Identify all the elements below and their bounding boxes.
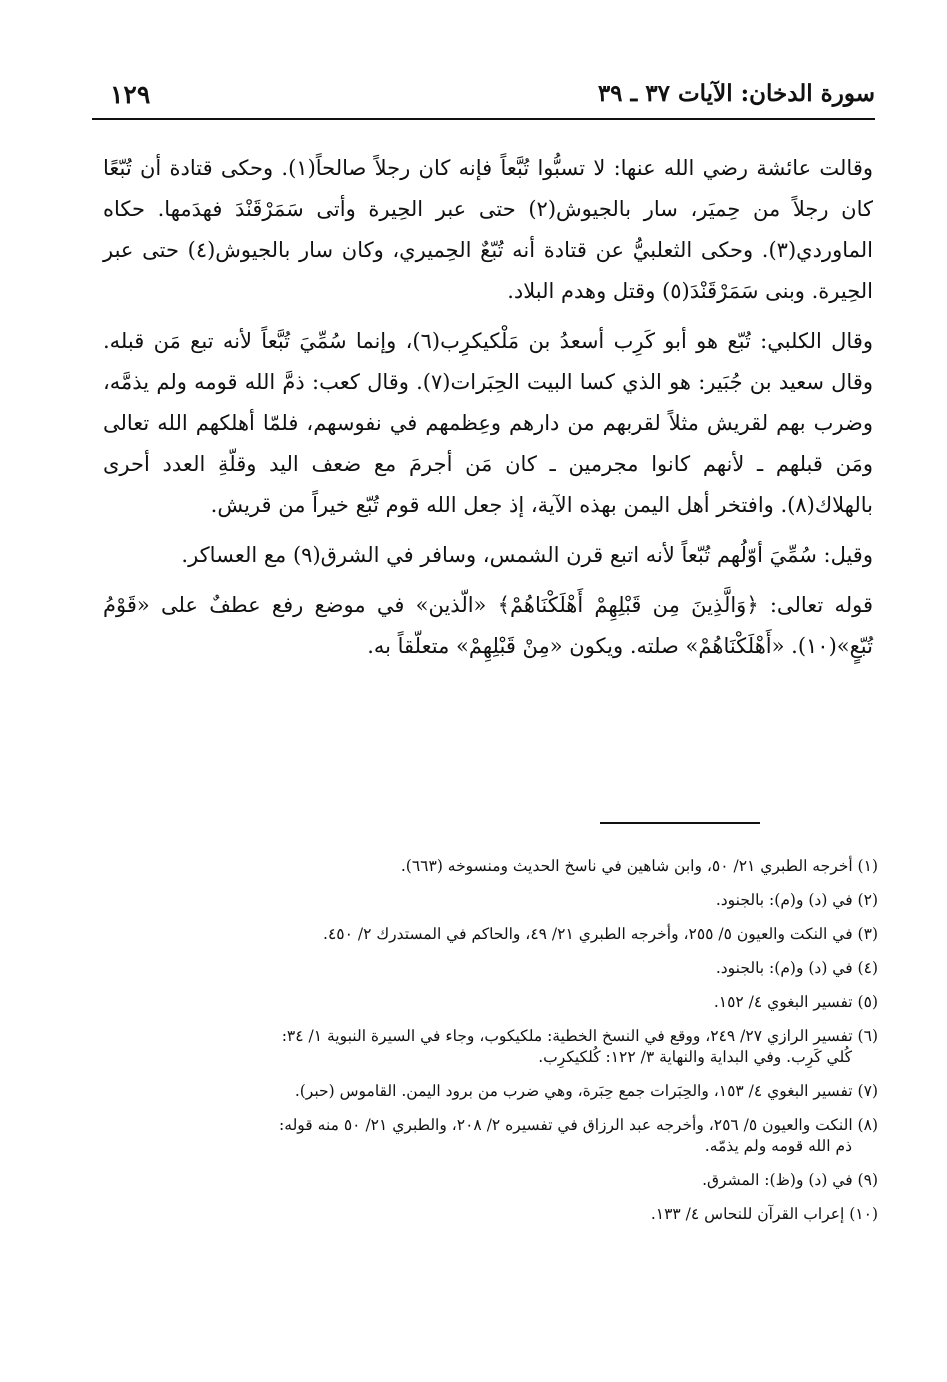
footnote-9 [103,1170,878,1191]
footnote-line-continued: ذم الله قومه ولم يذمّه. [704,1137,852,1155]
footnote-line-continued: كُلي كَرِب. وفي البداية والنهاية ٣/ ١٢٢: كُلكيكرِب. [538,1048,852,1066]
footnote-1 [103,856,878,877]
footnotes [103,856,878,1238]
footnote-line: (٦) تفسير الرازي ٢٧/ ٢٤٩، ووقع في النسخ الخطية: ملكيكوب، وجاء في السيرة النبوية ١/ ٣٤: [281,1027,878,1045]
paragraph-1: وقالت عائشة رضي الله عنها: لا تسبُّوا تُبَّعاً فإنه كان رجلاً صالحاً(١). وحكى قتادة أن تُبّعًا كان رجلاً من حِميَر، سار بالجيوش(٢) حتى عبر الحِيرة وأتى سَمَرْقَنْدَ فهدَمها. حكاه الماوردي(٣). وحكى الثعلبيُّ عن قتادة أنه تُبّعٌ الحِميري، وكان سار بالجيوش(٤) حتى عبر الحِيرة. وبنى سَمَرْقَنْدَ(٥) وقتل وهدم البلاد. [103,156,873,303]
footnote-line: (٩) في (د) و(ظ): المشرق. [702,1171,878,1189]
footnote-7 [103,1081,878,1102]
paragraph-4: قوله تعالى: ﴿وَالَّذِينَ مِن قَبْلِهِمْ أَهْلَكْنَاهُمْ﴾ «الّذين» في موضع رفع عطفٌ على «قَوْمُ تُبّعٍ»(١٠). «أَهْلَكْنَاهُمْ» صلته. ويكون «مِنْ قَبْلِهِمْ» متعلّقاً به. [103,593,873,658]
footnote-line: (١٠) إعراب القرآن للنحاس ٤/ ١٣٣. [650,1205,878,1223]
footnote-line: (٨) النكت والعيون ٥/ ٢٥٦، وأخرجه عبد الرزاق في تفسيره ٢/ ٢٠٨، والطبري ٢١/ ٥٠ منه قوله: [279,1116,878,1134]
footnote-line: (٢) في (د) و(م): بالجنود. [715,891,878,909]
footnote-2 [103,890,878,911]
footnote-8 [103,1115,878,1157]
footnote-line: (١) أخرجه الطبري ٢١/ ٥٠، وابن شاهين في ناسخ الحديث ومنسوخه (٦٦٣). [400,857,878,875]
footnote-line: (٧) تفسير البغوي ٤/ ١٥٣، والحِبَرات جمع حِبَرة، وهي ضرب من برود اليمن. القاموس (حبر). [294,1082,878,1100]
footnote-4 [103,958,878,979]
footnote-3 [103,924,878,945]
footnote-separator [600,822,760,824]
page-header [92,78,875,120]
footnote-5 [103,992,878,1013]
running-title: سورة الدخان: الآيات ٣٧ ـ ٣٩ [597,80,875,107]
footnote-6 [103,1026,878,1068]
paragraph-2: وقال الكلبي: تُبّع هو أبو كَرِب أسعدُ بن مَلْكيكرِب(٦)، وإنما سُمِّيَ تُبَّعاً لأنه تبع مَن قبله. وقال سعيد بن جُبَير: هو الذي كسا البيت الحِبَرات(٧). وقال كعب: ذمَّ الله قومه ولم يذمَّه، وضرب بهم لقريش مثلاً لقربهم من دارهم وعِظمهم في نفوسهم، فلمّا أهلكهم الله تعالى ومَن قبلهم ـ لأنهم كانوا مجرمين ـ كان مَن أجرمَ مع ضعف اليد وقلّةِ العدد أحرى بالهلاك(٨). وافتخر أهل اليمن بهذه الآية، إذ جعل الله قوم تُبّع خيراً من قريش. [103,329,874,517]
footnote-line: (٥) تفسير البغوي ٤/ ١٥٢. [713,993,878,1011]
main-text [103,148,873,667]
paragraph-3: وقيل: سُمِّيَ أوّلُهم تُبّعاً لأنه اتبع قرن الشمس، وسافر في الشرق(٩) مع العساكر. [181,543,873,567]
footnote-line: (٤) في (د) و(م): بالجنود. [715,959,878,977]
footnote-10 [103,1204,878,1225]
page-number: ١٢٩ [110,80,151,109]
footnote-line: (٣) في النكت والعيون ٥/ ٢٥٥، وأخرجه الطبري ٢١/ ٤٩، والحاكم في المستدرك ٢/ ٤٥٠. [323,925,878,943]
